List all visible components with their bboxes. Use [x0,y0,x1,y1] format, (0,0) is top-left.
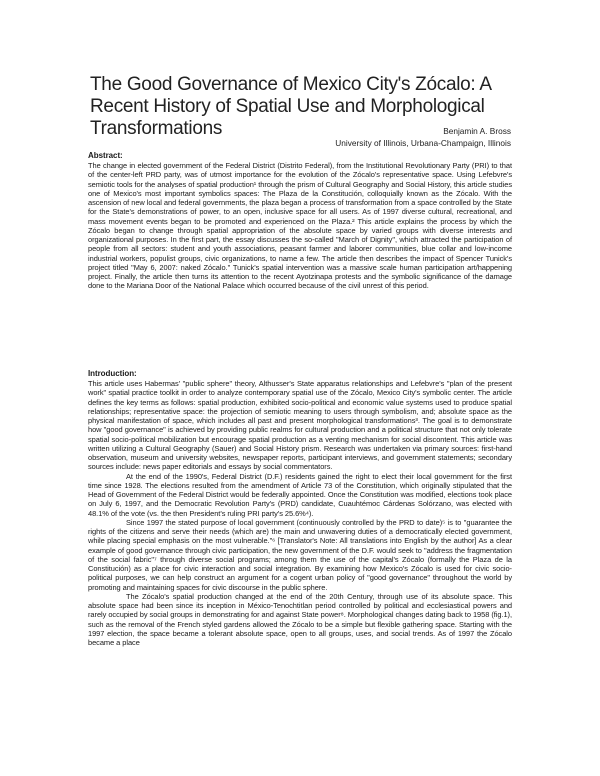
abstract-heading: Abstract: [88,151,123,160]
abstract-section [88,151,512,291]
intro-paragraph-1: This article uses Habermas' "public sphere" theory, Althusser's State apparatus relationships and Lefebvre's "plan of the present work" spatial practice toolkit in order to analyze contemporary spatial use of the Zócalo, Mexico City's symbolic center. The article defines the key terms as follows: spatial production, exhibited socio-political and economic value systems used to produce spatial relationships; representative space: the projection of semiotic meaning to users through symbolism, and; absolute space as the physical manifestation of space, which includes all past and present morphological transformations³. The goal is to demonstrate how "good governance" is achieved by providing public realms for cultural production and a political structure that not only tolerate spatial socio-political mobilization but encourage spatial production as a venting mechanism for social discontent. This article was written utilizing a Cultural Geography (Sauer) and Social History prism. Research was undertaken via primary sources: first-hand observation, museum and university websites, newspaper reports, participant interviews, and government statements; secondary sources include: news paper editorials and essays by social commentators. [88,379,512,472]
intro-paragraph-2: At the end of the 1990's, Federal District (D.F.) residents gained the right to elect their local government for the first time since 1928. The elections resulted from the amendment of Article 73 of the Constitution, which originally stipulated that the Head of Government of the Federal District would be federally appointed. Once the Constitution was modified, elections took place on July 6, 1997, and the Democratic Revolution Party's (PRD) candidate, Cuauhtémoc Cárdenas Solórzano, was elected with 48.1% of the vote (vs. the then President's ruling PRI party's 25.6%⁴). [88,471,512,518]
author-affiliation: University of Illinois, Urbana-Champaign, Illinois [335,137,511,148]
intro-paragraph-3: Since 1997 the stated purpose of local government (continuously controlled by the PRD to date)⁵ is to "guarantee the rights of the citizens and serve their needs (which are) the main and unwavering duties of a democratically elected government, while placing special emphasis on the most vulnerable."⁶ [Translator's Note: All translations into English by the author] As a clear example of good governance through civic participation, the new government of the D.F. would seek to "address the fragmentation of the social fabric"⁷ through diverse social programs; among them the use of the capital's Zócalo (formally the Plaza de la Constitución) as a place for civic interaction and social integration. By examining how Mexico's Zócalo is used for civic socio-political purposes, we can help construct an argument for a cogent urban policy of "good governance" throughout the world by promoting and maintaining spaces for civic discourse in the public sphere. [88,517,512,592]
abstract-text: The change in elected government of the Federal District (Distrito Federal), from the Institutional Revolutionary Party (PRI) to that of the center-left PRD party, was of utmost importance for the evolution of the Zócalo's representative space. Using Lefebvre's semiotic tools for the analyses of spatial production¹ through the prism of Cultural Geography and Social History, this article studies one of Mexico's most important symbolics spaces: The Plaza de la Constitución, colloquially known as the Zócalo. With the ascension of new local and federal governments, the plaza began a process of transformation from a space controlled by the State for the State's demonstrations of power, to an open, inclusive space for all users. As of 1997 diverse cultural, recreational, and mass movement events began to be promoted and experienced on the Plaza.² This article explains the process by which the Zócalo began to change through spatial appropriation of the absolute space by varied groups with diverse interests and organizational purposes. In the first part, the essay discusses the so-called "March of Dignity", which attracted the participation of people from all sectors: student and youth associations, peasant farmer and laborer communities, blue collar and low-income industrial workers, populist groups, civic organizations, to name a few. The article then describes the impact of Spencer Tunick's project titled "May 6, 2007: naked Zócalo." Tunick's spatial intervention was a massive scale human participation art/happening project. Finally, the article then turns its attention to the recent Ayotzinapa protests and the symbolic significance of the damage done to the Mariana Door of the National Palace which occurred because of the civil unrest of this period. [88,161,512,291]
introduction-section [88,369,512,647]
author-block [335,126,511,149]
introduction-heading: Introduction: [88,369,137,378]
paper-title: The Good Governance of Mexico City's Zócalo: A Recent History of Spatial Use and Morphological Transformations [90,74,491,139]
author-name: Benjamin A. Bross [443,126,511,136]
intro-paragraph-4: The Zócalo's spatial production changed at the end of the 20th Century, through use of its absolute space. This absolute space had been since its inception in México-Tenochtitlan period controlled by political and ecclesiastical powers and rarely occupied by social groups in demonstrating for and against State power⁸. Morphological changes dating back to 1958 (fig.1), such as the removal of the French styled gardens allowed the Zócalo to be a simple but flexible gathering space. Starting with the 1997 election, the space became a tolerant absolute space, open to all groups, uses, and social trends. As of 1997 the Zócalo became a place [88,591,512,647]
